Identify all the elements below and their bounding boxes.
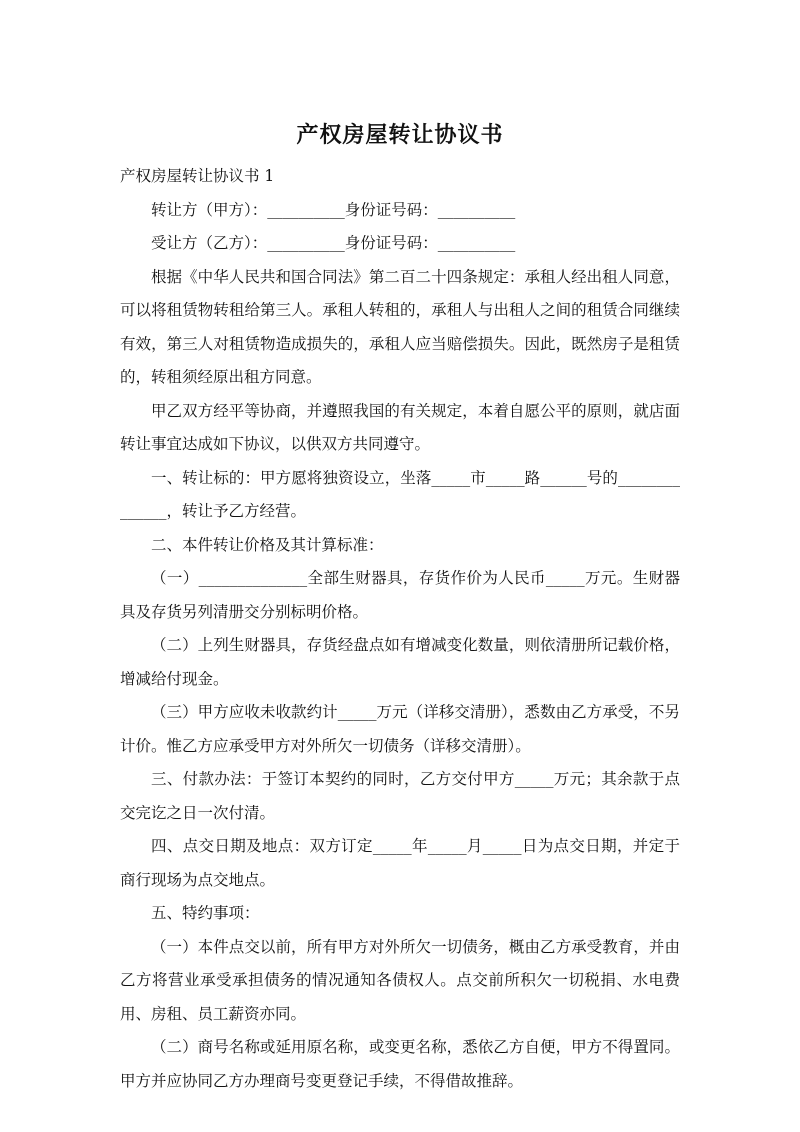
transferee-line: 受让方（乙方）：__________身份证号码：__________ — [151, 234, 516, 252]
document-subtitle: 产权房屋转让协议书 1 — [120, 167, 275, 185]
clause-1-transfer-object: 一、转让标的：甲方愿将独资设立，坐落_____市_____路______号的______________，转让予乙方经营。 — [120, 468, 680, 520]
document-title: 产权房屋转让协议书 — [296, 122, 504, 148]
clause-2-item-3: （三）甲方应收未收款约计_____万元（详移交清册），悉数由乙方承受，不另计价。惟乙方应承受甲方对外所欠一切债务（详移交清册）。 — [120, 703, 680, 755]
legal-basis-paragraph: 根据《中华人民共和国合同法》第二百二十四条规定：承租人经出租人同意，可以将租赁物转租给第三人。承租人转租的，承租人与出租人之间的租赁合同继续有效，第三人对租赁物造成损失的，承租人应当赔偿损失。因此，既然房子是租赁的，转租须经原出租方同意。 — [120, 267, 680, 386]
transferor-line: 转让方（甲方）：__________身份证号码：__________ — [151, 200, 516, 219]
clause-4-handover: 四、点交日期及地点：双方订定_____年_____月_____日为点交日期，并定于商行现场为点交地点。 — [120, 837, 680, 889]
document-body — [120, 160, 680, 1098]
clause-2-heading: 二、本件转让价格及其计算标准： — [151, 535, 384, 554]
clause-2-item-1: （一）______________全部生财器具，存货作价为人民币_____万元。生财器具及存货另列清册交分别标明价格。 — [120, 569, 680, 621]
clause-2-item-2: （二）上列生财器具，存货经盘点如有增减变化数量，则依清册所记载价格，增减给付现金。 — [120, 636, 680, 688]
clause-5-item-2: （二）商号名称或延用原名称，或变更名称，悉依乙方自便，甲方不得置同。甲方并应协同乙方办理商号变更登记手续，不得借故推辞。 — [120, 1038, 680, 1090]
clause-5-heading: 五、特约事项： — [151, 904, 260, 922]
agreement-intro-paragraph: 甲乙双方经平等协商，并遵照我国的有关规定，本着自愿公平的原则，就店面转让事宜达成如下协议，以供双方共同遵守。 — [120, 401, 680, 453]
clause-3-payment: 三、付款办法：于签订本契约的同时，乙方交付甲方_____万元；其余款于点交完讫之日一次付清。 — [120, 770, 680, 822]
clause-5-item-1: （一）本件点交以前，所有甲方对外所欠一切债务，概由乙方承受教育，并由乙方将营业承受承担债务的情况通知各债权人。点交前所积欠一切税捐、水电费用、房租、员工薪资亦同。 — [120, 937, 680, 1023]
